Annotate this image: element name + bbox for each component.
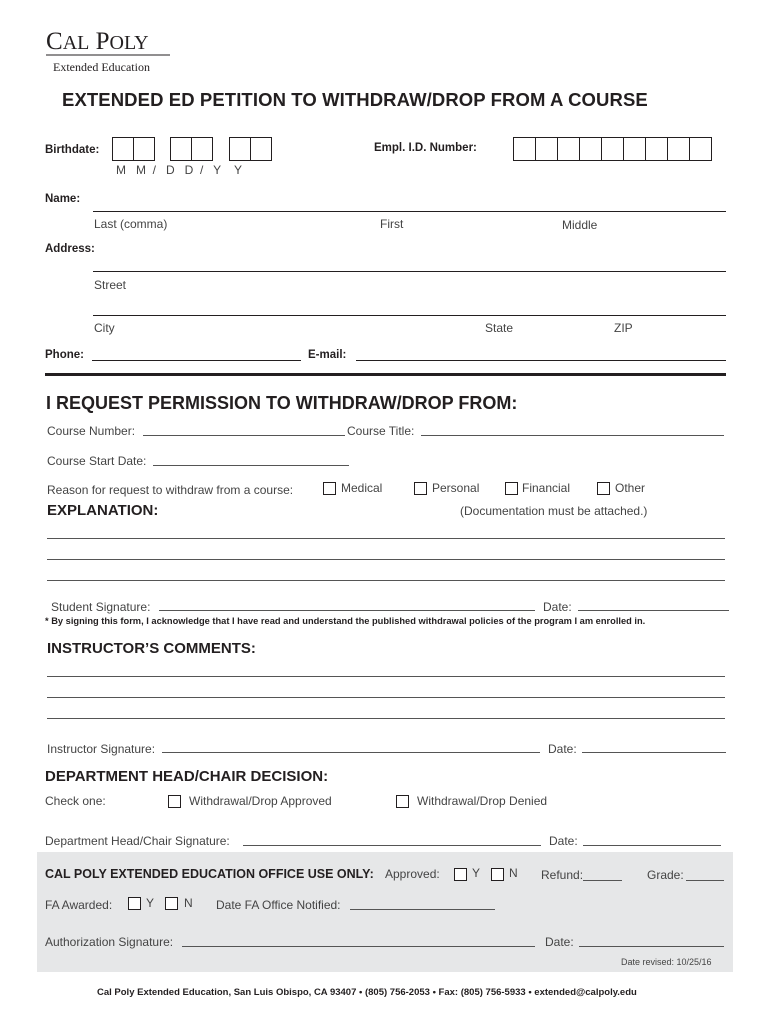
check-one-label: Check one: [45,794,106,808]
course-number-label: Course Number: [47,424,136,438]
office-approved-label: Approved: [385,867,440,881]
office-approved-y-label: Y [472,866,481,880]
office-approved-y-checkbox[interactable] [454,868,467,881]
grade-field[interactable] [686,880,724,881]
name-middle-caption: Middle [562,218,598,232]
dept-date-label: Date: [549,834,578,848]
student-signature-field[interactable] [159,610,535,611]
auth-signature-label: Authorization Signature: [45,935,174,949]
student-date-field[interactable] [578,610,729,611]
auth-date-field[interactable] [579,946,724,947]
financial-label: Financial [522,481,571,495]
street-caption: Street [94,278,127,292]
empl-id-label: Empl. I.D. Number: [374,142,477,154]
phone-field[interactable] [92,360,301,361]
course-start-field[interactable] [153,465,349,466]
city-state-zip-field[interactable] [93,315,726,316]
other-label: Other [615,481,646,495]
phone-label: Phone: [45,349,84,361]
request-heading: I REQUEST PERMISSION TO WITHDRAW/DROP FROM: [46,393,518,413]
email-field[interactable] [356,360,726,361]
fa-awarded-label: FA Awarded: [45,898,113,912]
fa-notified-field[interactable] [350,909,495,910]
dept-date-field[interactable] [583,845,721,846]
course-title-field[interactable] [421,435,724,436]
auth-signature-field[interactable] [182,946,535,947]
medical-checkbox[interactable] [323,482,336,495]
instructor-signature-field[interactable] [162,752,540,753]
fa-notified-label: Date FA Office Notified: [216,898,341,912]
name-field[interactable] [93,211,726,212]
birthdate-month-field[interactable] [112,137,154,161]
fa-awarded-y-checkbox[interactable] [128,897,141,910]
birthdate-day-field[interactable] [170,137,212,161]
dept-signature-label: Department Head/Chair Signature: [45,834,230,848]
street-field[interactable] [93,271,726,272]
refund-field[interactable] [583,880,622,881]
course-start-label: Course Start Date: [47,454,147,468]
section-divider [45,373,726,376]
office-approved-n-label: N [509,866,518,880]
personal-checkbox[interactable] [414,482,427,495]
name-first-caption: First [380,217,404,231]
refund-label: Refund: [541,868,584,882]
office-approved-n-checkbox[interactable] [491,868,504,881]
financial-checkbox[interactable] [505,482,518,495]
explanation-line-2[interactable] [47,559,725,560]
course-title-label: Course Title: [347,424,415,438]
instructor-date-field[interactable] [582,752,726,753]
reason-label: Reason for request to withdraw from a course: [47,483,294,497]
email-label: E-mail: [308,349,347,361]
birthdate-year-field[interactable] [229,137,271,161]
fa-awarded-y-label: Y [146,896,155,910]
instructor-date-label: Date: [548,742,577,756]
dept-signature-field[interactable] [243,845,541,846]
instructor-comment-line-3[interactable] [47,718,725,719]
student-signature-label: Student Signature: [51,600,151,614]
footer-contact: Cal Poly Extended Education, San Luis Obispo, CA 93407 • (805) 756-2053 • Fax: (805) 756-5933 • extended@calpoly.edu [97,987,637,998]
form-title: EXTENDED ED PETITION TO WITHDRAW/DROP FROM A COURSE [62,89,648,110]
documentation-note: (Documentation must be attached.) [460,504,648,518]
auth-date-label: Date: [545,935,574,949]
instructor-heading: INSTRUCTOR’S COMMENTS: [47,640,256,657]
instructor-comment-line-1[interactable] [47,676,725,677]
zip-caption: ZIP [614,321,633,335]
name-last-caption: Last (comma) [94,217,168,231]
address-label: Address: [45,243,95,255]
name-label: Name: [45,193,81,205]
explanation-heading: EXPLANATION: [47,502,159,519]
logo-subtitle: Extended Education [53,60,150,74]
fa-awarded-n-label: N [184,896,193,910]
personal-label: Personal [432,481,480,495]
date-revised: Date revised: 10/25/16 [621,957,712,967]
city-caption: City [94,321,115,335]
approved-checkbox[interactable] [168,795,181,808]
other-checkbox[interactable] [597,482,610,495]
acknowledgement-text: * By signing this form, I acknowledge that I have read and understand the published withdrawal policies of the program I am enrolled in. [45,616,646,626]
denied-label: Withdrawal/Drop Denied [417,794,548,808]
student-date-label: Date: [543,600,572,614]
denied-checkbox[interactable] [396,795,409,808]
instructor-signature-label: Instructor Signature: [47,742,156,756]
svg-text:CAL POLY: CAL POLY [46,28,149,55]
empl-id-field[interactable] [513,137,711,161]
fa-awarded-n-checkbox[interactable] [165,897,178,910]
course-number-field[interactable] [143,435,345,436]
medical-label: Medical [341,481,383,495]
office-heading: CAL POLY EXTENDED EDUCATION OFFICE USE ONLY: [45,867,374,881]
explanation-line-3[interactable] [47,580,725,581]
department-heading: DEPARTMENT HEAD/CHAIR DECISION: [45,768,329,785]
birthdate-label: Birthdate: [45,144,100,156]
instructor-comment-line-2[interactable] [47,697,725,698]
explanation-line-1[interactable] [47,538,725,539]
state-caption: State [485,321,514,335]
birthdate-format-hint: M M / D D / Y Y [116,163,243,177]
approved-label: Withdrawal/Drop Approved [189,794,332,808]
grade-label: Grade: [647,868,684,882]
